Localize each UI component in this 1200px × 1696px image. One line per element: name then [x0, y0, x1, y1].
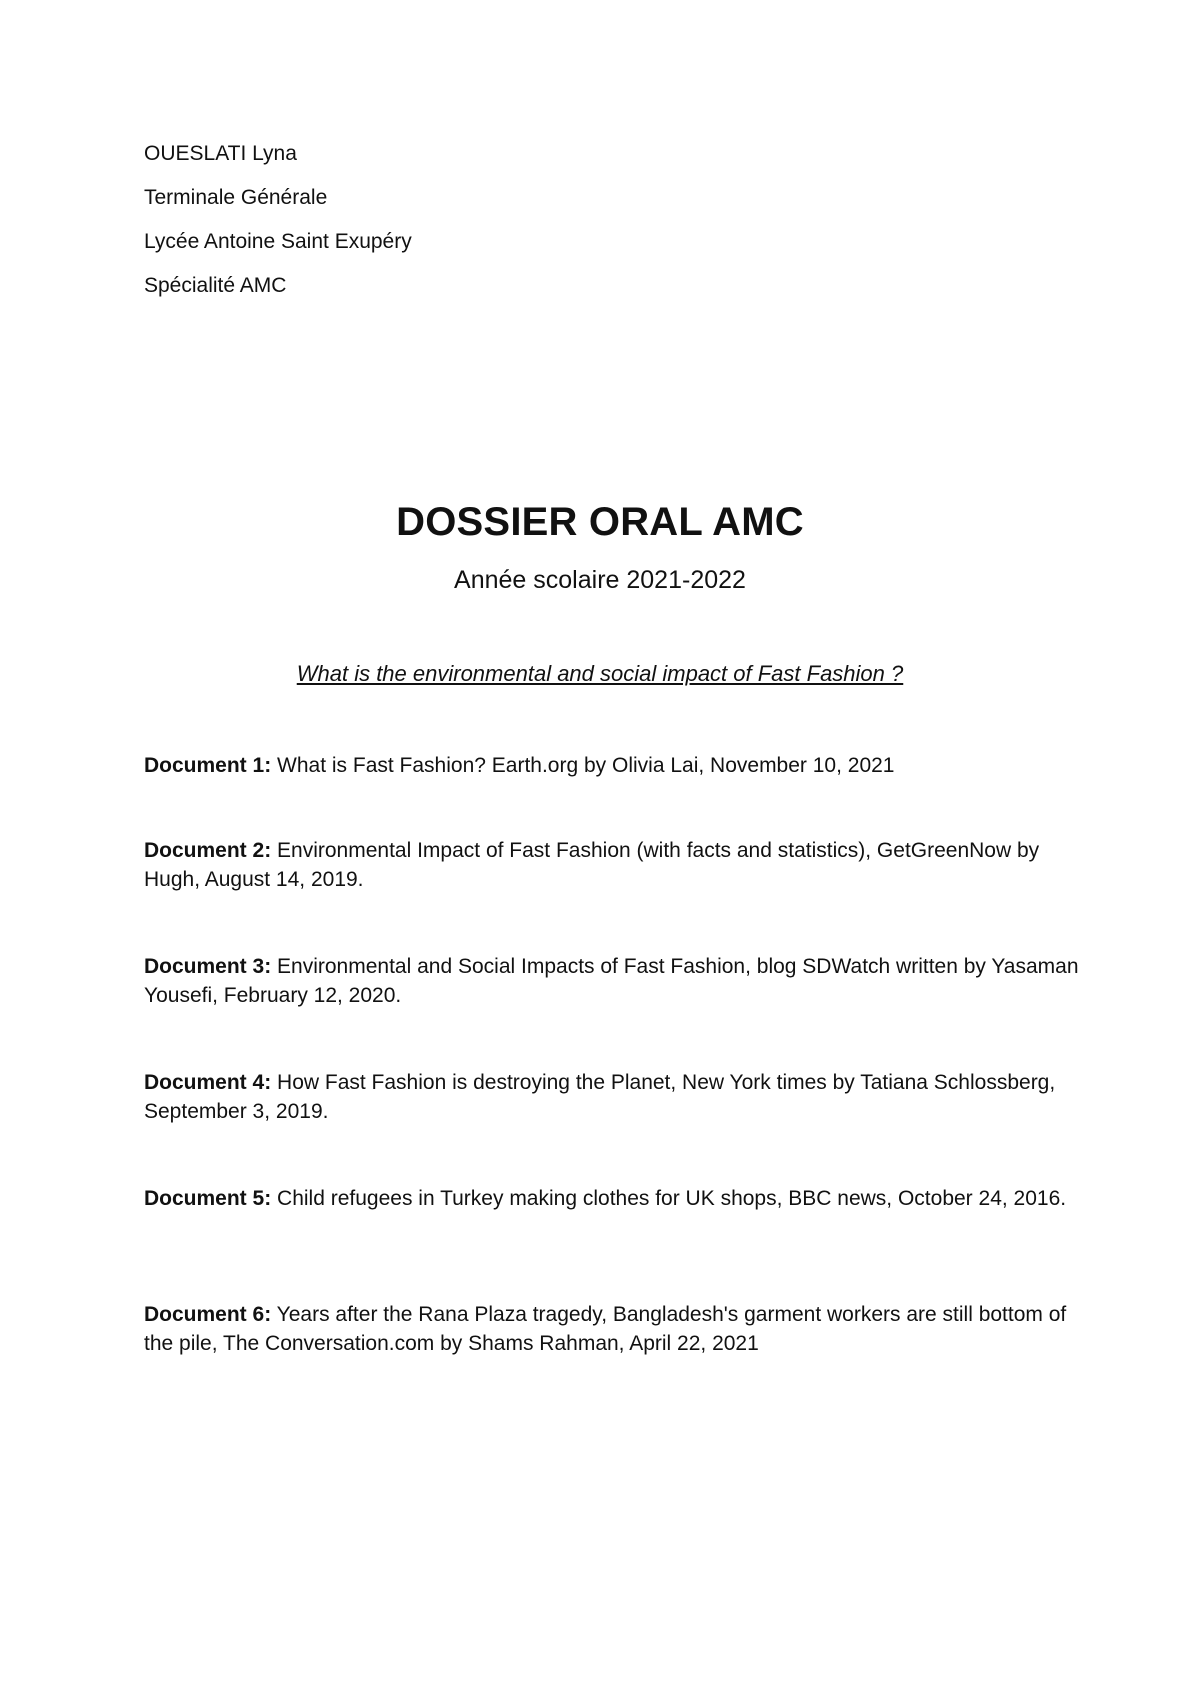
student-specialty: Spécialité AMC: [144, 274, 287, 297]
document-entry-3: Document 3: Environmental and Social Impacts of Fast Fashion, blog SDWatch written by Yasaman Yousefi, February 12, 2020.: [144, 955, 1079, 1007]
research-question: What is the environmental and social impact of Fast Fashion ?: [296, 661, 904, 686]
document-label: Document 1: [144, 754, 265, 777]
document-entry-6: Document 6: Years after the Rana Plaza tragedy, Bangladesh's garment workers are still bottom of the pile, The Conversation.com by Shams Rahman, April 22, 2021: [144, 1303, 1067, 1355]
document-entry-5: Document 5: Child refugees in Turkey making clothes for UK shops, BBC news, October 24, 2016.: [144, 1187, 1067, 1210]
document-label: Document 3: [144, 955, 265, 978]
document-reference: What is Fast Fashion? Earth.org by Olivia Lai, November 10, 2021: [277, 754, 895, 777]
document-label: Document 6: [144, 1303, 265, 1326]
student-school: Lycée Antoine Saint Exupéry: [144, 230, 412, 253]
document-title: DOSSIER ORAL AMC: [396, 500, 804, 544]
document-label: Document 2: [144, 839, 265, 862]
document-reference: Years after the Rana Plaza tragedy, Bangladesh's garment workers are still bottom of the pile, The Conversation.com by Shams Rahman, April 22, 2021: [144, 1303, 1067, 1355]
document-entry-4: Document 4: How Fast Fashion is destroying the Planet, New York times by Tatiana Schlossberg, September 3, 2019.: [144, 1071, 1056, 1123]
document-reference: Environmental Impact of Fast Fashion (with facts and statistics), GetGreenNow by Hugh, August 14, 2019.: [144, 839, 1040, 891]
student-name: OUESLATI Lyna: [144, 142, 297, 165]
document-reference: How Fast Fashion is destroying the Planet, New York times by Tatiana Schlossberg, September 3, 2019.: [144, 1071, 1056, 1123]
document-reference: Environmental and Social Impacts of Fast Fashion, blog SDWatch written by Yasaman Yousefi, February 12, 2020.: [144, 955, 1079, 1007]
document-label: Document 4: [144, 1071, 265, 1094]
document-entry-2: Document 2: Environmental Impact of Fast Fashion (with facts and statistics), GetGreenNow by Hugh, August 14, 2019.: [144, 839, 1040, 891]
school-year: Année scolaire 2021-2022: [454, 566, 746, 594]
document-label: Document 5: [144, 1187, 265, 1210]
document-entry-1: Document 1: What is Fast Fashion? Earth.org by Olivia Lai, November 10, 2021: [144, 754, 895, 777]
student-header: [144, 143, 412, 319]
document-reference: Child refugees in Turkey making clothes for UK shops, BBC news, October 24, 2016.: [277, 1187, 1067, 1210]
student-class: Terminale Générale: [144, 186, 328, 209]
